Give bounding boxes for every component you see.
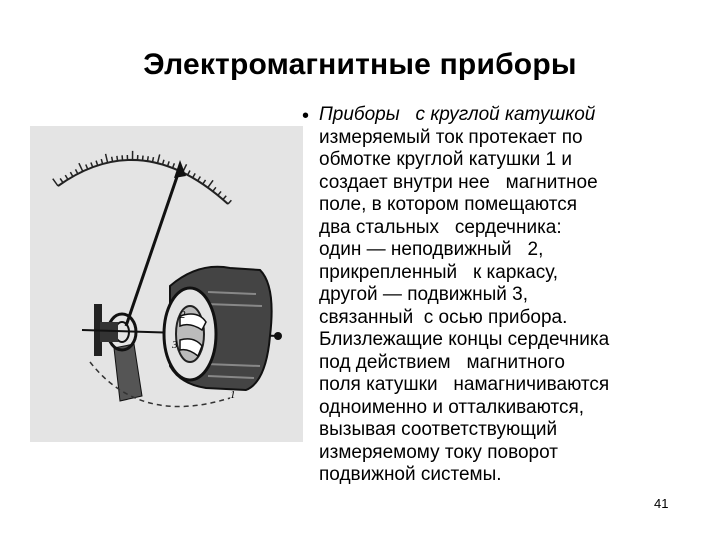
scale-tick	[86, 165, 88, 170]
scale-tick	[218, 191, 221, 195]
body-line: измеряемый ток протекает по	[319, 126, 583, 148]
scale-tick	[96, 161, 98, 166]
scale-arc	[58, 160, 228, 204]
scale-tick	[153, 157, 154, 162]
scale-tick	[193, 173, 196, 177]
scale-tick	[228, 200, 231, 204]
scale-ticks	[53, 151, 232, 204]
slide-title: Электромагнитные приборы	[143, 48, 577, 81]
label-2: 2	[180, 309, 186, 321]
body-line: Приборы с круглой катушкой	[319, 104, 596, 125]
axle-end	[274, 332, 282, 340]
body-line: два стальных сердечника:	[319, 216, 562, 238]
scale-tick	[75, 169, 77, 173]
body-line: вызывая соответствующий	[319, 419, 558, 440]
instrument-diagram	[30, 126, 303, 442]
body-line: поля катушки намагничиваются	[319, 374, 610, 395]
scale-tick	[106, 154, 108, 163]
scale-tick	[65, 175, 68, 179]
scale-tick	[112, 157, 113, 162]
label-1: 1	[230, 389, 236, 401]
bullet-marker: •	[302, 105, 310, 127]
body-line: другой — подвижный 3,	[319, 284, 529, 305]
scale-tick	[158, 154, 160, 163]
scale-tick	[168, 161, 170, 166]
page-number: 41	[654, 496, 669, 511]
scale-tick	[148, 156, 149, 161]
body-line: Близлежащие концы сердечника	[319, 329, 610, 350]
scale-tick	[143, 156, 144, 161]
scale-tick	[173, 163, 175, 168]
body-text	[302, 104, 702, 487]
damper-vane	[114, 344, 142, 401]
scale-tick	[223, 196, 226, 200]
body-line: связанный с осью прибора.	[319, 306, 568, 328]
scale-tick	[163, 160, 164, 165]
body-line: одноименно и отталкиваются,	[319, 396, 585, 418]
body-line: обмотке круглой катушки 1 и	[319, 149, 572, 170]
scale-tick	[188, 171, 190, 175]
label-3: 3	[172, 339, 178, 351]
body-line: подвижной системы.	[319, 464, 502, 485]
body-line: поле, в котором помещаются	[319, 194, 578, 215]
scale-tick	[117, 156, 118, 161]
body-line: измеряемому току поворот	[319, 441, 558, 463]
scale-tick	[208, 180, 213, 187]
scale-tick	[53, 179, 58, 186]
body-line: под действием магнитного	[319, 351, 565, 373]
scale-tick	[203, 180, 206, 184]
scale-tick	[213, 187, 216, 191]
scale-tick	[79, 163, 83, 171]
scale-tick	[91, 162, 93, 167]
body-line: прикрепленный к каркасу,	[319, 261, 559, 283]
scale-tick	[70, 172, 72, 176]
body-line: один — неподвижный 2,	[319, 239, 544, 260]
scale-tick	[198, 177, 201, 181]
body-line: создает внутри нее магнитное	[319, 171, 598, 193]
scale-tick	[60, 178, 63, 182]
instrument-drawing	[30, 126, 303, 442]
body-lines	[319, 104, 702, 487]
